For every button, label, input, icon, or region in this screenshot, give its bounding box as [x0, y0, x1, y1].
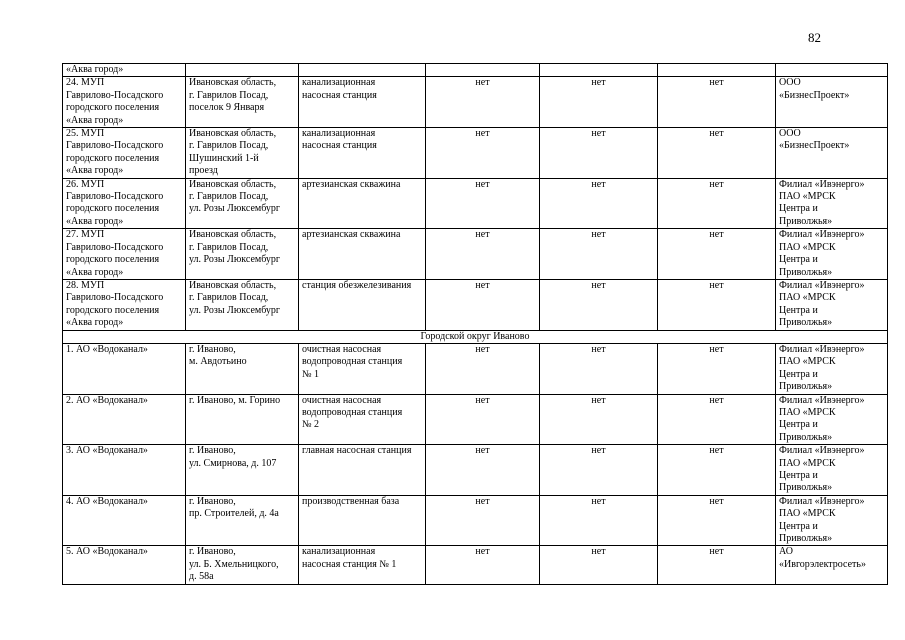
status-cell-2: нет: [540, 77, 658, 128]
status-cell-3: нет: [658, 178, 776, 229]
facility-cell: очистная насосная водопроводная станция № 2: [299, 394, 426, 445]
supplier-cell: Филиал «Ивэнерго» ПАО «МРСК Центра и Приволжья»: [776, 495, 888, 546]
status-cell-2: нет: [540, 128, 658, 179]
facility-cell: канализационная насосная станция: [299, 128, 426, 179]
table-row: [63, 229, 888, 280]
address-cell: [186, 64, 299, 77]
organization-cell: 3. АО «Водоканал»: [63, 445, 186, 496]
supplier-cell: Филиал «Ивэнерго» ПАО «МРСК Центра и Приволжья»: [776, 178, 888, 229]
status-cell-2: нет: [540, 279, 658, 330]
status-cell-1: нет: [426, 279, 540, 330]
organization-cell: 25. МУП Гаврилово-Посадского городского поселения «Аква город»: [63, 128, 186, 179]
address-cell: г. Иваново, ул. Б. Хмельницкого, д. 58а: [186, 546, 299, 584]
status-cell-2: нет: [540, 546, 658, 584]
address-cell: Ивановская область, г. Гаврилов Посад, поселок 9 Января: [186, 77, 299, 128]
page-number: 82: [808, 30, 821, 45]
organization-cell: 4. АО «Водоканал»: [63, 495, 186, 546]
status-cell-3: [658, 64, 776, 77]
status-cell-1: [426, 64, 540, 77]
status-cell-2: нет: [540, 445, 658, 496]
address-cell: г. Иваново, м. Горино: [186, 394, 299, 445]
organization-cell: 24. МУП Гаврилово-Посадского городского поселения «Аква город»: [63, 77, 186, 128]
facility-cell: канализационная насосная станция: [299, 77, 426, 128]
table-row: [63, 178, 888, 229]
facility-cell: очистная насосная водопроводная станция № 1: [299, 343, 426, 394]
status-cell-3: нет: [658, 495, 776, 546]
table-row: [63, 445, 888, 496]
address-cell: г. Иваново, м. Авдотьино: [186, 343, 299, 394]
facility-cell: производственная база: [299, 495, 426, 546]
status-cell-1: нет: [426, 343, 540, 394]
status-cell-3: нет: [658, 229, 776, 280]
status-cell-2: нет: [540, 229, 658, 280]
table-body: [63, 64, 888, 585]
facility-cell: [299, 64, 426, 77]
address-cell: г. Иваново, ул. Смирнова, д. 107: [186, 445, 299, 496]
facility-cell: станция обезжелезивания: [299, 279, 426, 330]
status-cell-1: нет: [426, 445, 540, 496]
supplier-cell: ООО «БизнесПроект»: [776, 77, 888, 128]
organization-cell: 1. АО «Водоканал»: [63, 343, 186, 394]
table-row: [63, 128, 888, 179]
organization-cell: «Аква город»: [63, 64, 186, 77]
status-cell-1: нет: [426, 229, 540, 280]
table-row: [63, 546, 888, 584]
supplier-cell: Филиал «Ивэнерго» ПАО «МРСК Центра и Приволжья»: [776, 445, 888, 496]
status-cell-1: нет: [426, 546, 540, 584]
status-cell-1: нет: [426, 495, 540, 546]
status-cell-1: нет: [426, 178, 540, 229]
status-cell-2: [540, 64, 658, 77]
organization-cell: 27. МУП Гаврилово-Посадского городского поселения «Аква город»: [63, 229, 186, 280]
table-row: [63, 279, 888, 330]
supplier-cell: АО «Ивгорэлектросеть»: [776, 546, 888, 584]
status-cell-2: нет: [540, 495, 658, 546]
status-cell-2: нет: [540, 394, 658, 445]
section-title: Городской округ Иваново: [63, 330, 888, 343]
table-row: [63, 394, 888, 445]
facility-cell: главная насосная станция: [299, 445, 426, 496]
section-row: [63, 330, 888, 343]
facility-cell: канализационная насосная станция № 1: [299, 546, 426, 584]
supplier-cell: Филиал «Ивэнерго» ПАО «МРСК Центра и Приволжья»: [776, 394, 888, 445]
organization-cell: 28. МУП Гаврилово-Посадского городского поселения «Аква город»: [63, 279, 186, 330]
supplier-cell: [776, 64, 888, 77]
supplier-cell: Филиал «Ивэнерго» ПАО «МРСК Центра и Приволжья»: [776, 343, 888, 394]
facility-cell: артезианская скважина: [299, 229, 426, 280]
status-cell-1: нет: [426, 394, 540, 445]
table-row: [63, 343, 888, 394]
organization-cell: 5. АО «Водоканал»: [63, 546, 186, 584]
supplier-cell: Филиал «Ивэнерго» ПАО «МРСК Центра и Приволжья»: [776, 229, 888, 280]
status-cell-3: нет: [658, 546, 776, 584]
address-cell: г. Иваново, пр. Строителей, д. 4а: [186, 495, 299, 546]
status-cell-1: нет: [426, 128, 540, 179]
status-cell-2: нет: [540, 343, 658, 394]
supplier-cell: ООО «БизнесПроект»: [776, 128, 888, 179]
address-cell: Ивановская область, г. Гаврилов Посад, ул. Розы Люксембург: [186, 279, 299, 330]
status-cell-2: нет: [540, 178, 658, 229]
facility-cell: артезианская скважина: [299, 178, 426, 229]
table-row: [63, 77, 888, 128]
status-cell-3: нет: [658, 77, 776, 128]
facilities-table: [62, 63, 888, 585]
table-row: [63, 495, 888, 546]
status-cell-3: нет: [658, 343, 776, 394]
organization-cell: 26. МУП Гаврилово-Посадского городского поселения «Аква город»: [63, 178, 186, 229]
address-cell: Ивановская область, г. Гаврилов Посад, ул. Розы Люксембург: [186, 229, 299, 280]
status-cell-3: нет: [658, 279, 776, 330]
supplier-cell: Филиал «Ивэнерго» ПАО «МРСК Центра и Приволжья»: [776, 279, 888, 330]
status-cell-3: нет: [658, 128, 776, 179]
status-cell-1: нет: [426, 77, 540, 128]
status-cell-3: нет: [658, 445, 776, 496]
table-row: [63, 64, 888, 77]
address-cell: Ивановская область, г. Гаврилов Посад, Шушинский 1-й проезд: [186, 128, 299, 179]
organization-cell: 2. АО «Водоканал»: [63, 394, 186, 445]
address-cell: Ивановская область, г. Гаврилов Посад, ул. Розы Люксембург: [186, 178, 299, 229]
status-cell-3: нет: [658, 394, 776, 445]
